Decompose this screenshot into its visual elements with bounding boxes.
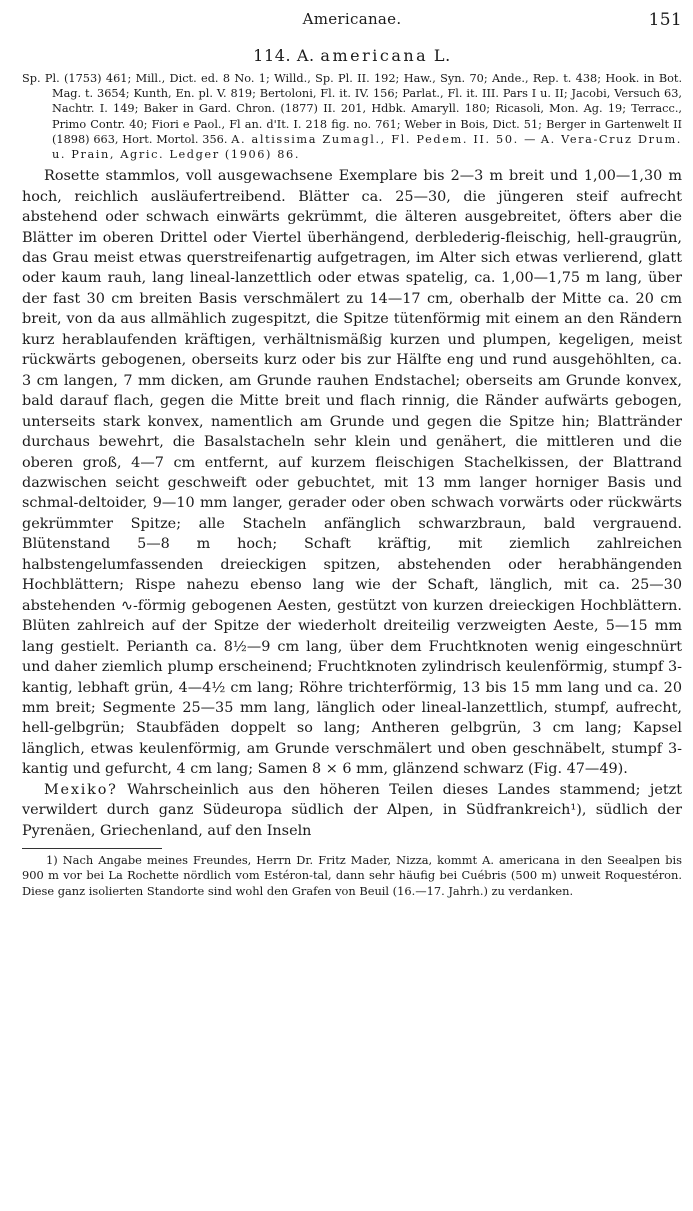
references-block: [22, 71, 682, 162]
running-head-title: Americanae.: [302, 10, 402, 28]
distribution-paragraph: [22, 780, 682, 841]
distribution-region: Mexiko?: [44, 781, 118, 798]
species-name: americana: [320, 46, 429, 65]
reference: Jacobi, Versuch 63, Nachtr. I. 149;: [52, 87, 682, 116]
reference: Bertoloni, Fl. it. IV. 156;: [259, 87, 399, 101]
synonym-reference: A. altissima Zumagl., Fl. Pedem. II. 50. —: [231, 132, 538, 146]
reference: Parlat., Fl. it. III. Pars I u. II;: [402, 87, 568, 101]
page-number: 151: [648, 10, 682, 30]
reference: Ricasoli, Mon. Ag. 19;: [495, 102, 627, 116]
reference: Terracc., Primo Contr. 40;: [52, 102, 682, 131]
running-head: [22, 10, 682, 36]
reference: Weber in Bois, Dict. 51;: [404, 117, 542, 131]
synonym-reference: A. Vera-Cruz Drum. u. Prain, Agric. Ledger (1906) 86.: [52, 132, 682, 162]
reference: Mill., Dict. ed. 8 No. 1;: [135, 72, 270, 85]
footnote-divider: [22, 848, 162, 849]
reference: Ande., Rep. t. 438;: [492, 72, 602, 85]
book-page: [22, 10, 682, 899]
reference: Willd., Sp. Pl. II. 192;: [274, 72, 400, 85]
reference: Haw., Syn. 70;: [403, 72, 488, 85]
reference: Fiori e Paol., Fl an. d'It. I. 218 fig. no. 761;: [151, 117, 401, 131]
body-text: [22, 166, 682, 841]
description-paragraph: Rosette stammlos, voll ausgewachsene Exemplare bis 2—3 m breit und 1,00—1,30 m hoch, reichlich ausläufertreibend. Blätter ca. 25—30, die jüngeren steif aufrecht abstehend oder schwach einwärts gekrümmt, die älteren ausgebreitet, öfters aber die Blätter im oberen Drittel oder Viertel überhängend, derblederig-fleischig, hell-graugrün, das Grau meist etwas querstreifenartig aufgetragen, im Alter sich etwas verlierend, glatt oder kaum rauh, lang lineal-lanzettlich oder etwas spatelig, ca. 1,00—1,75 m lang, über der fast 30 cm breiten Basis verschmälert zu 14—17 cm, oberhalb der Mitte ca. 20 cm breit, von da aus allmählich zugespitzt, die Spitze tütenförmig mit einem an den Rändern kurz herablaufenden kräftigen, verhältnismäßig kurzen und plumpen, kegeligen, meist rückwärts gebogenen, oberseits kurz oder bis zur Hälfte eng und rund ausgehöhlten, ca. 3 cm langen, 7 mm dicken, am Grunde rauhen Endstachel; oberseits am Grunde konvex, bald darauf flach, gegen die Mitte breit und flach rinnig, die Ränder aufwärts gebogen, unterseits stark konvex, namentlich am Grunde und gegen die Spitze hin; Blattränder durchaus bewehrt, die Basalstacheln sehr klein und genähert, die mittleren und die oberen groß, 4—7 cm entfernt, auf kurzem fleischigen Stachelkissen, der Blattrand dazwischen seicht geschweift oder gebuchtet, mit 13 mm langer horniger Basis und schmal-deltoider, 9—10 mm langer, gerader oder oben schwach vorwärts oder rückwärts gekrümmter Spitze; alle Stacheln anfänglich schwarzbraun, bald vergrauend. Blütenstand 5—8 m hoch; Schaft kräftig, mit ziemlich zahlreichen halbstengelumfassenden dreieckigen spitzen, abstehenden oder herabhängenden Hochblättern; Rispe nahezu ebenso lang wie der Schaft, länglich, mit ca. 25—30 abstehenden ∿-förmig gebogenen Aesten, gestützt von kurzen dreieckigen Hochblättern. Blüten zahlreich auf der Spitze der wiederholt dreiteilig verzweigten Aeste, 5—15 mm lang gestielt. Perianth ca. 8½—9 cm lang, über dem Fruchtknoten wenig eingeschnürt und daher ziemlich plump erscheinend; Fruchtknoten zylindrisch keulenförmig, stumpf 3-kantig, lebhaft grün, 4—4½ cm lang; Röhre trichterförmig, 13 bis 15 mm lang und ca. 20 mm breit; Segmente 25—35 mm lang, länglich oder lineal-lanzettlich, stumpf, aufrecht, hell-gelbgrün; Staubfäden doppelt so lang; Antheren gelbgrün, 3 cm lang; Kapsel länglich, etwas keulenförmig, am Grunde verschmälert und oben geschnäbelt, stumpf 3-kantig und gefurcht, 4 cm lang; Samen 8 × 6 mm, glänzend schwarz (Fig. 47—49).: [22, 168, 682, 778]
footnote: 1) Nach Angabe meines Freundes, Herrn Dr. Fritz Mader, Nizza, kommt A. americana in den Seealpen bis 900 m vor bei La Rochette nördlich vom Estéron-tal, dann sehr häufig bei Cuébris (500 m) unweit Roquestéron. Diese ganz isolierten Standorte sind wohl den Grafen von Beuil (16.—17. Jahrh.) zu verdanken.: [22, 853, 682, 898]
reference: Baker in Gard. Chron. (1877) II. 201, Hdbk. Amaryll. 180;: [143, 102, 491, 116]
reference: Sp. Pl. (1753) 461;: [22, 72, 132, 85]
species-number: 114. A.: [253, 46, 315, 65]
species-author: L.: [433, 46, 451, 65]
reference: Berger in Gartenwelt II (1898) 663, Hort. Mortol. 356.: [52, 117, 683, 146]
reference: Hook. in Bot. Mag. t. 3654;: [52, 72, 683, 101]
distribution-text: Wahrscheinlich aus den höheren Teilen dieses Landes stammend; jetzt verwildert durch ganz Südeuropa südlich der Alpen, in Südfrankreich¹), südlich der Pyrenäen, Griechenland, auf den Inseln: [22, 781, 682, 839]
species-heading: [22, 46, 682, 65]
reference: Kunth, En. pl. V. 819;: [133, 87, 256, 101]
